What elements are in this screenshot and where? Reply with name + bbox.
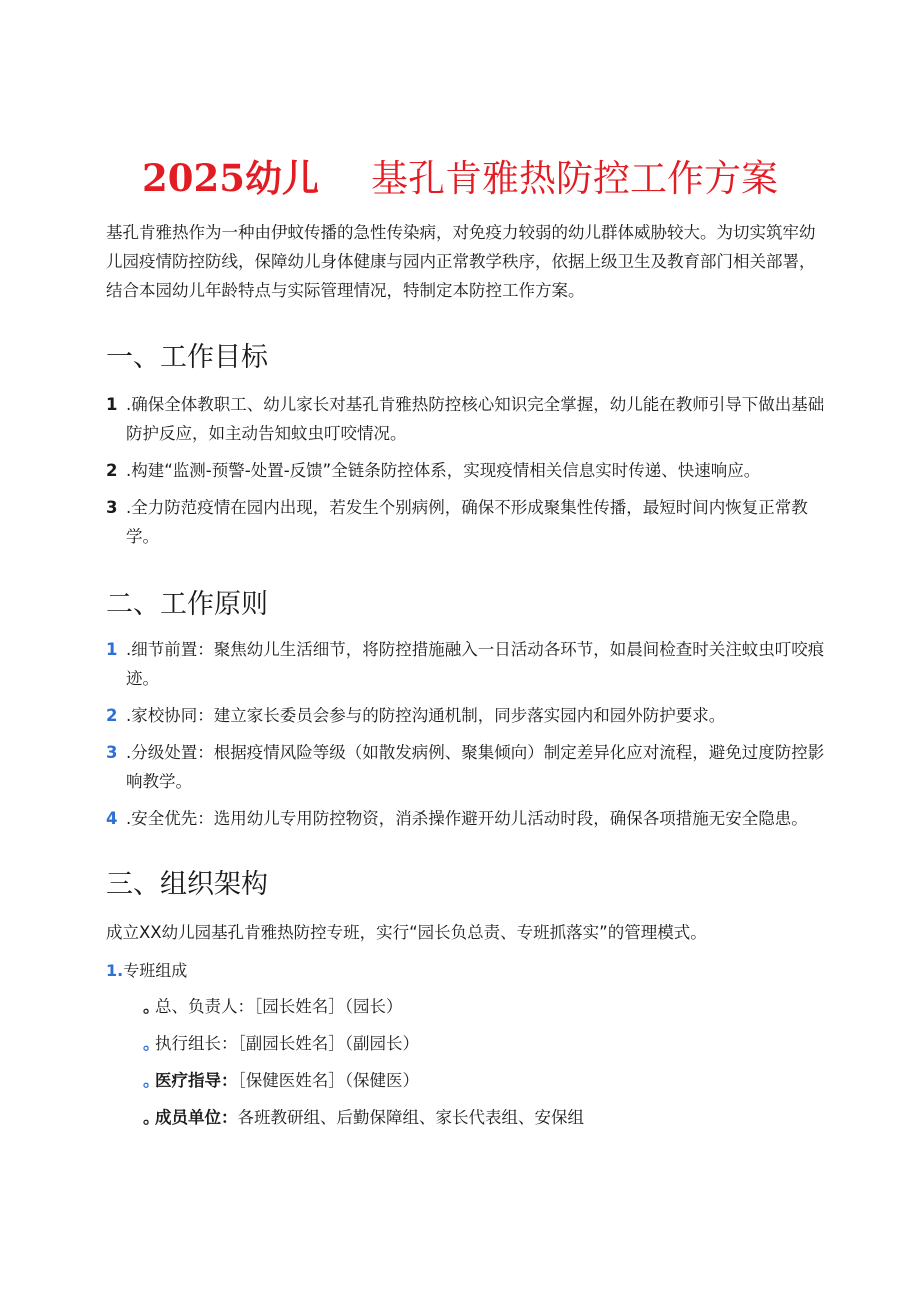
title-part-1: 2025幼儿 [142, 156, 319, 200]
list-item [106, 635, 826, 693]
item-text: .构建“监测-预警-处置-反馈”全链条防控体系，实现疫情相关信息实时传递、快速响应。 [126, 461, 761, 480]
item-number: 1 [106, 395, 118, 414]
member-row [143, 1066, 419, 1095]
item-number: 2 [106, 706, 118, 725]
bullet-icon: 。 [143, 997, 160, 1016]
member-row [143, 1103, 584, 1132]
item-text: .全力防范疫情在园内出现，若发生个别病例，确保不形成聚集性传播，最短时间内恢复正常教学。 [126, 498, 808, 546]
list-item [106, 804, 826, 833]
subsection-label: 专班组成 [123, 961, 188, 980]
subsection-number: 1. [106, 961, 124, 980]
member-value: ［副园长姓名］（副园长） [237, 1034, 419, 1053]
principles-list [106, 635, 826, 841]
bullet-icon: 。 [143, 1108, 160, 1127]
section-heading-goals: 一、工作目标 [106, 342, 268, 373]
list-item [106, 701, 826, 730]
item-text: .安全优先：选用幼儿专用防控物资，消杀操作避开幼儿活动时段，确保各项措施无安全隐患。 [126, 809, 808, 828]
item-text: .细节前置：聚焦幼儿生活细节，将防控措施融入一日活动各环节，如晨间检查时关注蚊虫叮咬痕迹。 [126, 640, 825, 688]
item-number: 1 [106, 640, 118, 659]
page-title [0, 152, 920, 205]
member-value: 各班教研组、后勤保障组、家长代表组、安保组 [237, 1108, 584, 1127]
item-number: 3 [106, 498, 118, 517]
member-value: ［保健医姓名］（保健医） [237, 1071, 419, 1090]
list-item [106, 390, 826, 448]
bullet-icon: 。 [143, 1034, 160, 1053]
item-text: .家校协同：建立家长委员会参与的防控沟通机制，同步落实园内和园外防护要求。 [126, 706, 726, 725]
member-label: 成员单位： [155, 1108, 238, 1127]
item-number: 2 [106, 461, 118, 480]
item-number: 4 [106, 809, 118, 828]
list-item [106, 738, 826, 796]
list-item [106, 456, 826, 485]
member-label: 医疗指导： [155, 1071, 238, 1090]
intro-paragraph: 基孔肯雅热作为一种由伊蚊传播的急性传染病，对免疫力较弱的幼儿群体威胁较大。为切实筑牢幼儿园疫情防控防线，保障幼儿身体健康与园内正常教学秩序，依据上级卫生及教育部门相关部署，结合本园幼儿年龄特点与实际管理情况，特制定本防控工作方案。 [106, 223, 816, 300]
section-heading-principles: 二、工作原则 [106, 589, 268, 620]
item-number: 3 [106, 743, 118, 762]
org-intro-paragraph: 成立XX幼儿园基孔肯雅热防控专班，实行“园长负总责、专班抓落实”的管理模式。 [106, 923, 707, 942]
member-row [143, 1029, 419, 1058]
member-label: 执行组长： [155, 1034, 238, 1053]
item-text: .分级处置：根据疫情风险等级（如散发病例、聚集倾向）制定差异化应对流程，避免过度防控影响教学。 [126, 743, 825, 791]
bullet-icon: 。 [143, 1071, 160, 1090]
member-row [143, 992, 403, 1021]
member-value: ［园长姓名］（园长） [254, 997, 403, 1016]
item-text: .确保全体教职工、幼儿家长对基孔肯雅热防控核心知识完全掌握，幼儿能在教师引导下做出基础防护反应，如主动告知蚊虫叮咬情况。 [126, 395, 825, 443]
section-heading-org: 三、组织架构 [106, 869, 268, 900]
list-item [106, 493, 826, 551]
title-part-2: 基孔肯雅热防控工作方案 [370, 157, 778, 200]
member-label: 总、负责人： [155, 997, 254, 1016]
goals-list [106, 390, 826, 559]
subsection-title [106, 956, 187, 985]
